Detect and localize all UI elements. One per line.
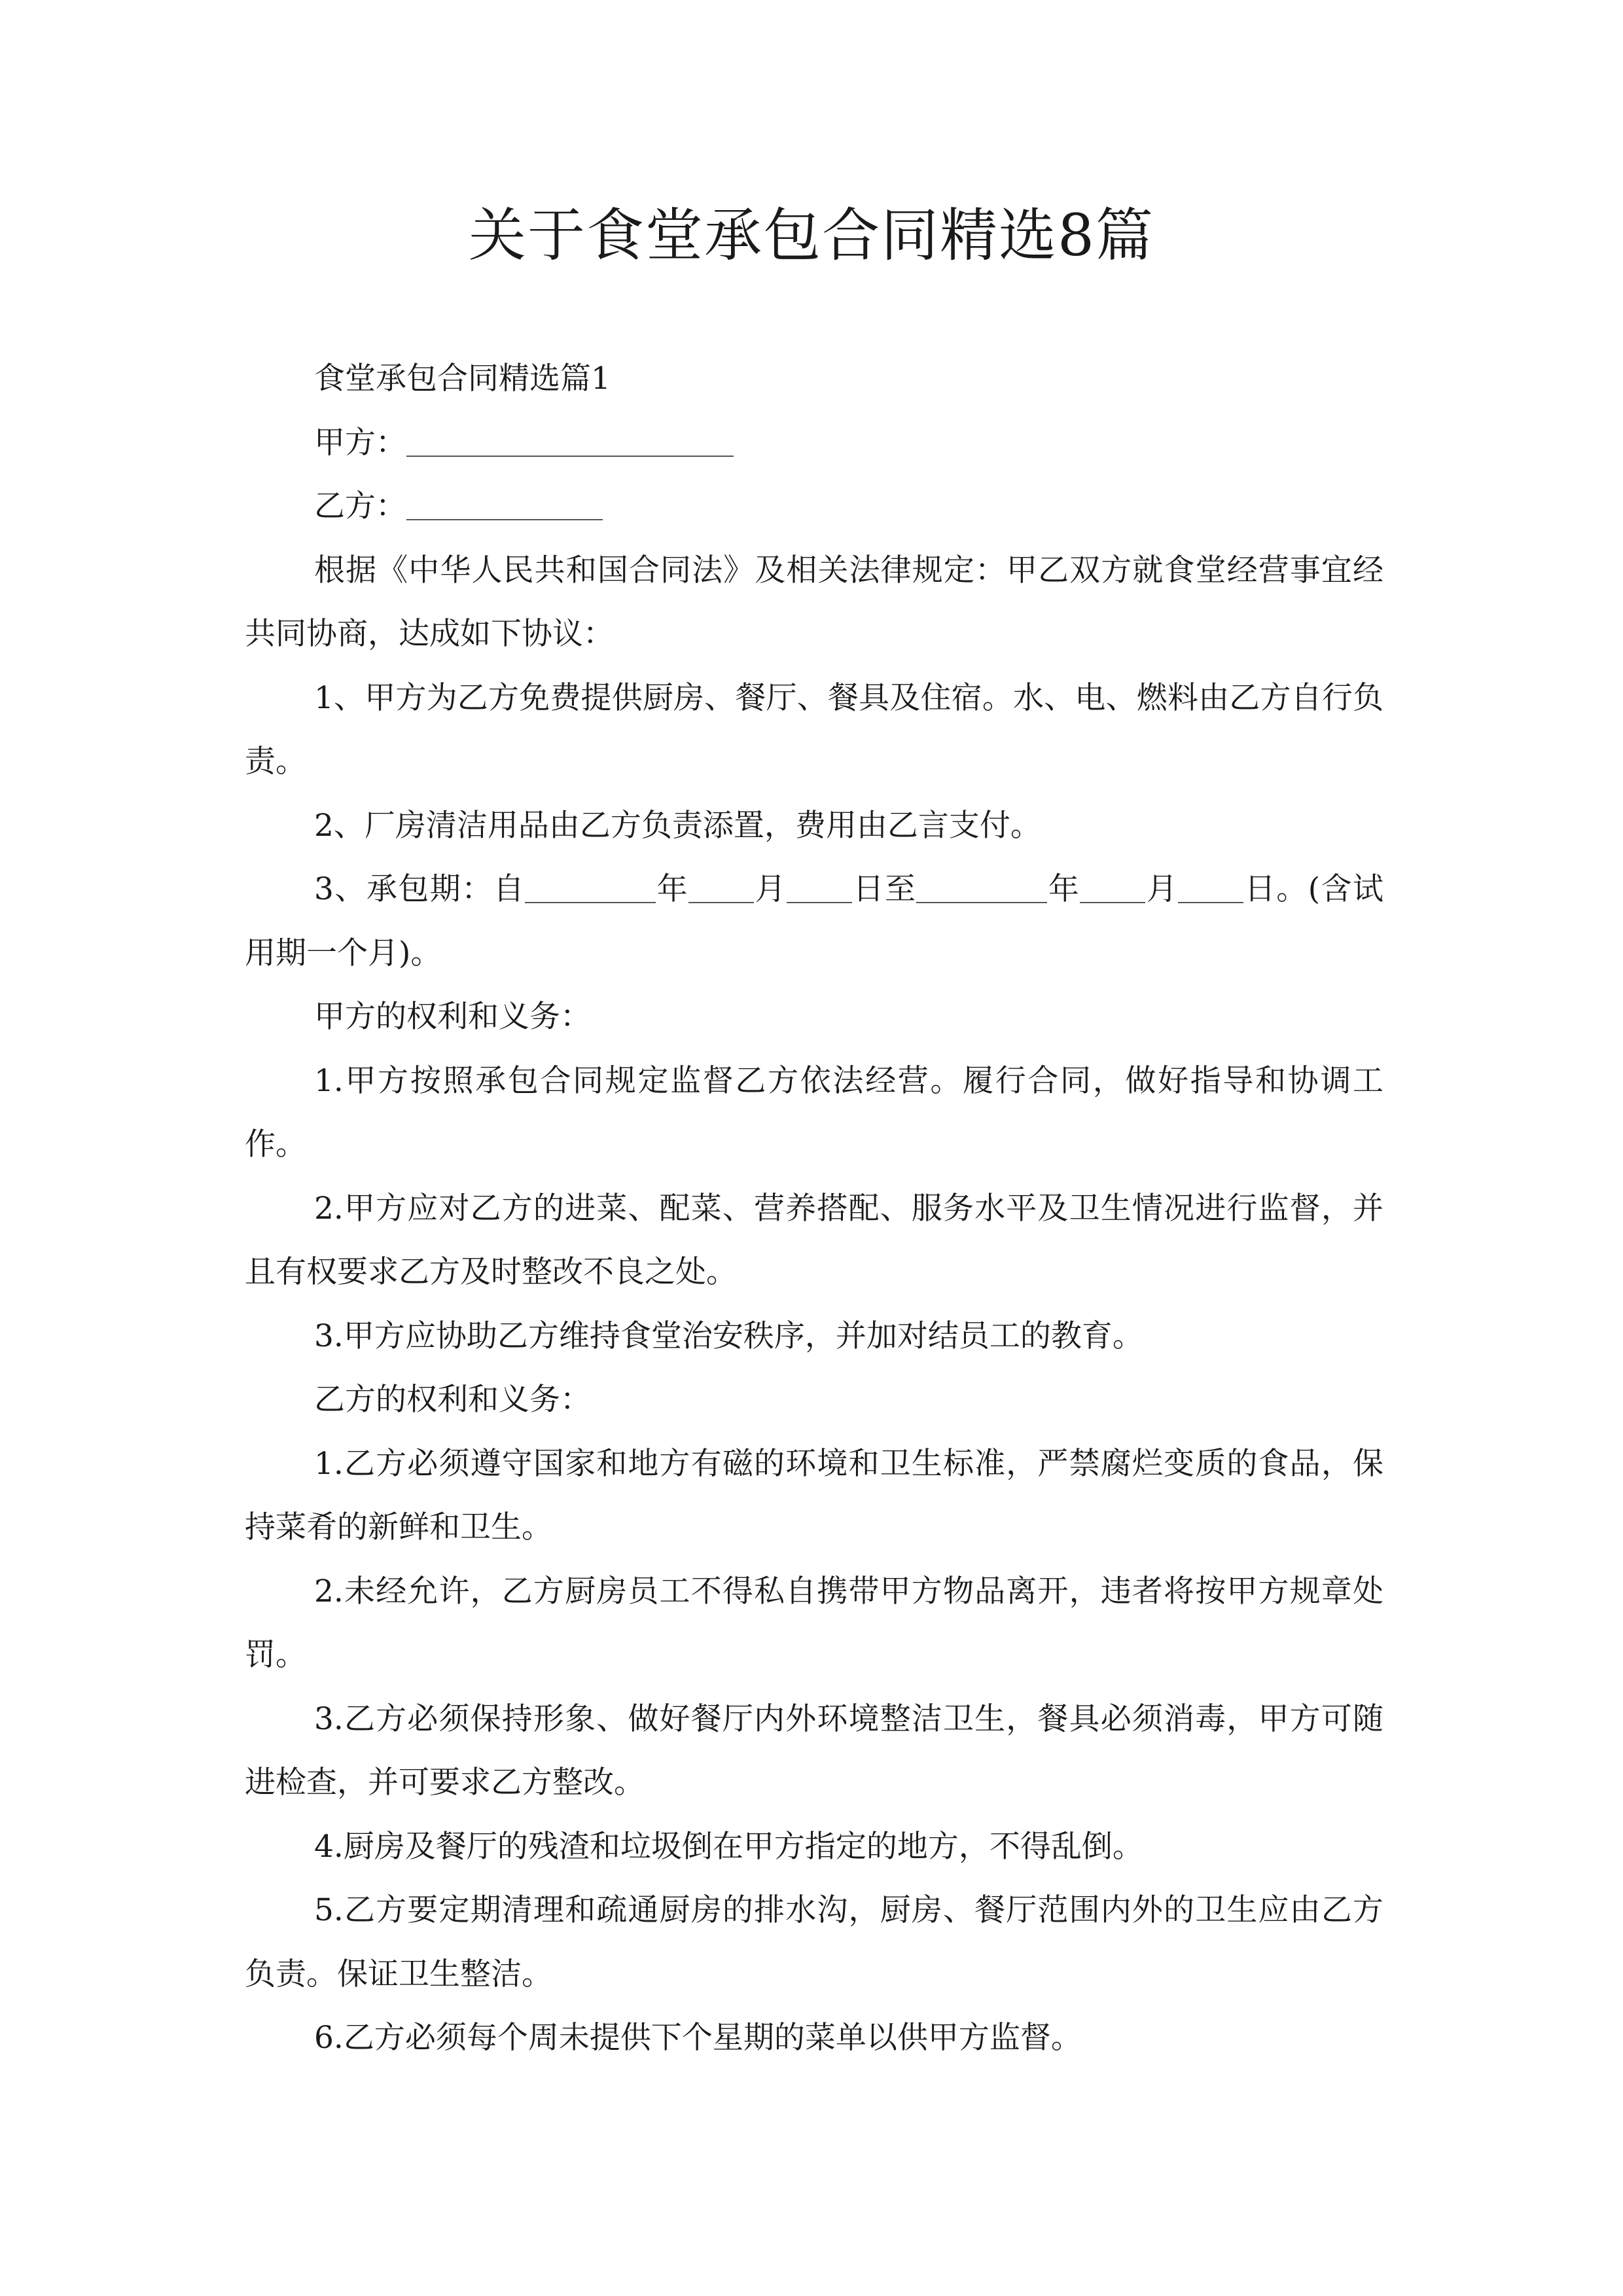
party-b-item: 1.乙方必须遵守国家和地方有磁的环境和卫生标准，严禁腐烂变质的食品，保持菜肴的新鲜和卫生。 — [245, 1445, 1383, 1545]
clause-3-prefix: 3、承包期：自 — [314, 871, 526, 907]
party-a-item: 1.甲方按照承包合同规定监督乙方依法经营。履行合同，做好指导和协调工作。 — [245, 1062, 1383, 1162]
party-b-line — [245, 475, 1383, 539]
party-b-item: 2.未经允许，乙方厨房员工不得私自携带甲方物品离开，违者将按甲方规章处罚。 — [245, 1573, 1383, 1673]
party-a-blank — [406, 425, 734, 457]
start-day-blank — [787, 872, 852, 903]
party-b-item: 3.乙方必须保持形象、做好餐厅内外环境整洁卫生，餐具必须消毒，甲方可随进检查，并可要求乙方整改。 — [245, 1700, 1383, 1801]
party-a-item: 2.甲方应对乙方的进菜、配菜、营养搭配、服务水平及卫生情况进行监督，并且有权要求乙方及时整改不良之处。 — [245, 1190, 1383, 1290]
intro-paragraph: 根据《中华人民共和国合同法》及相关法律规定：甲乙双方就食堂经营事宜经共同协商，达成如下协议： — [245, 552, 1383, 652]
party-b-rights-heading: 乙方的权利和义务： — [314, 1382, 591, 1418]
clause-3-year1: 年 — [656, 871, 689, 907]
start-month-blank — [688, 872, 754, 903]
section-heading: 食堂承包合同精选篇1 — [314, 361, 611, 397]
party-b-label: 乙方： — [314, 488, 406, 524]
party-a-label: 甲方： — [314, 424, 406, 461]
clause-2: 2、厂房清洁用品由乙方负责添置，费用由乙言支付。 — [314, 807, 1041, 844]
party-a-rights-heading: 甲方的权利和义务： — [314, 999, 591, 1035]
party-b-item: 5.乙方要定期清理和疏通厨房的排水沟，厨房、餐厅范围内外的卫生应由乙方负责。保证卫生整洁。 — [245, 1892, 1383, 1992]
party-b-item: 6.乙方必须每个周未提供下个星期的菜单以供甲方监督。 — [314, 2020, 1082, 2056]
document-title: 关于食堂承包合同精选8篇 — [469, 202, 1154, 269]
clause-3-suffix: 日。(含试用期一个月)。 — [245, 871, 1384, 971]
clause-3 — [245, 857, 1383, 985]
start-year-blank — [525, 872, 656, 903]
party-a-line — [245, 411, 1383, 475]
end-month-blank — [1080, 872, 1145, 903]
party-b-blank — [406, 489, 603, 520]
party-a-item: 3.甲方应协助乙方维持食堂治安秩序，并加对结员工的教育。 — [314, 1318, 1143, 1354]
clause-3-day-to: 日至 — [852, 871, 917, 907]
party-b-item: 4.厨房及餐厅的残渣和垃圾倒在甲方指定的地方，不得乱倒。 — [314, 1828, 1143, 1865]
clause-3-year2: 年 — [1047, 871, 1080, 907]
clause-3-month1: 月 — [754, 871, 787, 907]
end-day-blank — [1178, 872, 1243, 903]
end-year-blank — [916, 872, 1047, 903]
clause-1: 1、甲方为乙方免费提供厨房、餐厅、餐具及住宿。水、电、燃料由乙方自行负责。 — [245, 679, 1383, 780]
document-body — [245, 347, 1383, 2070]
clause-3-month2: 月 — [1145, 871, 1179, 907]
